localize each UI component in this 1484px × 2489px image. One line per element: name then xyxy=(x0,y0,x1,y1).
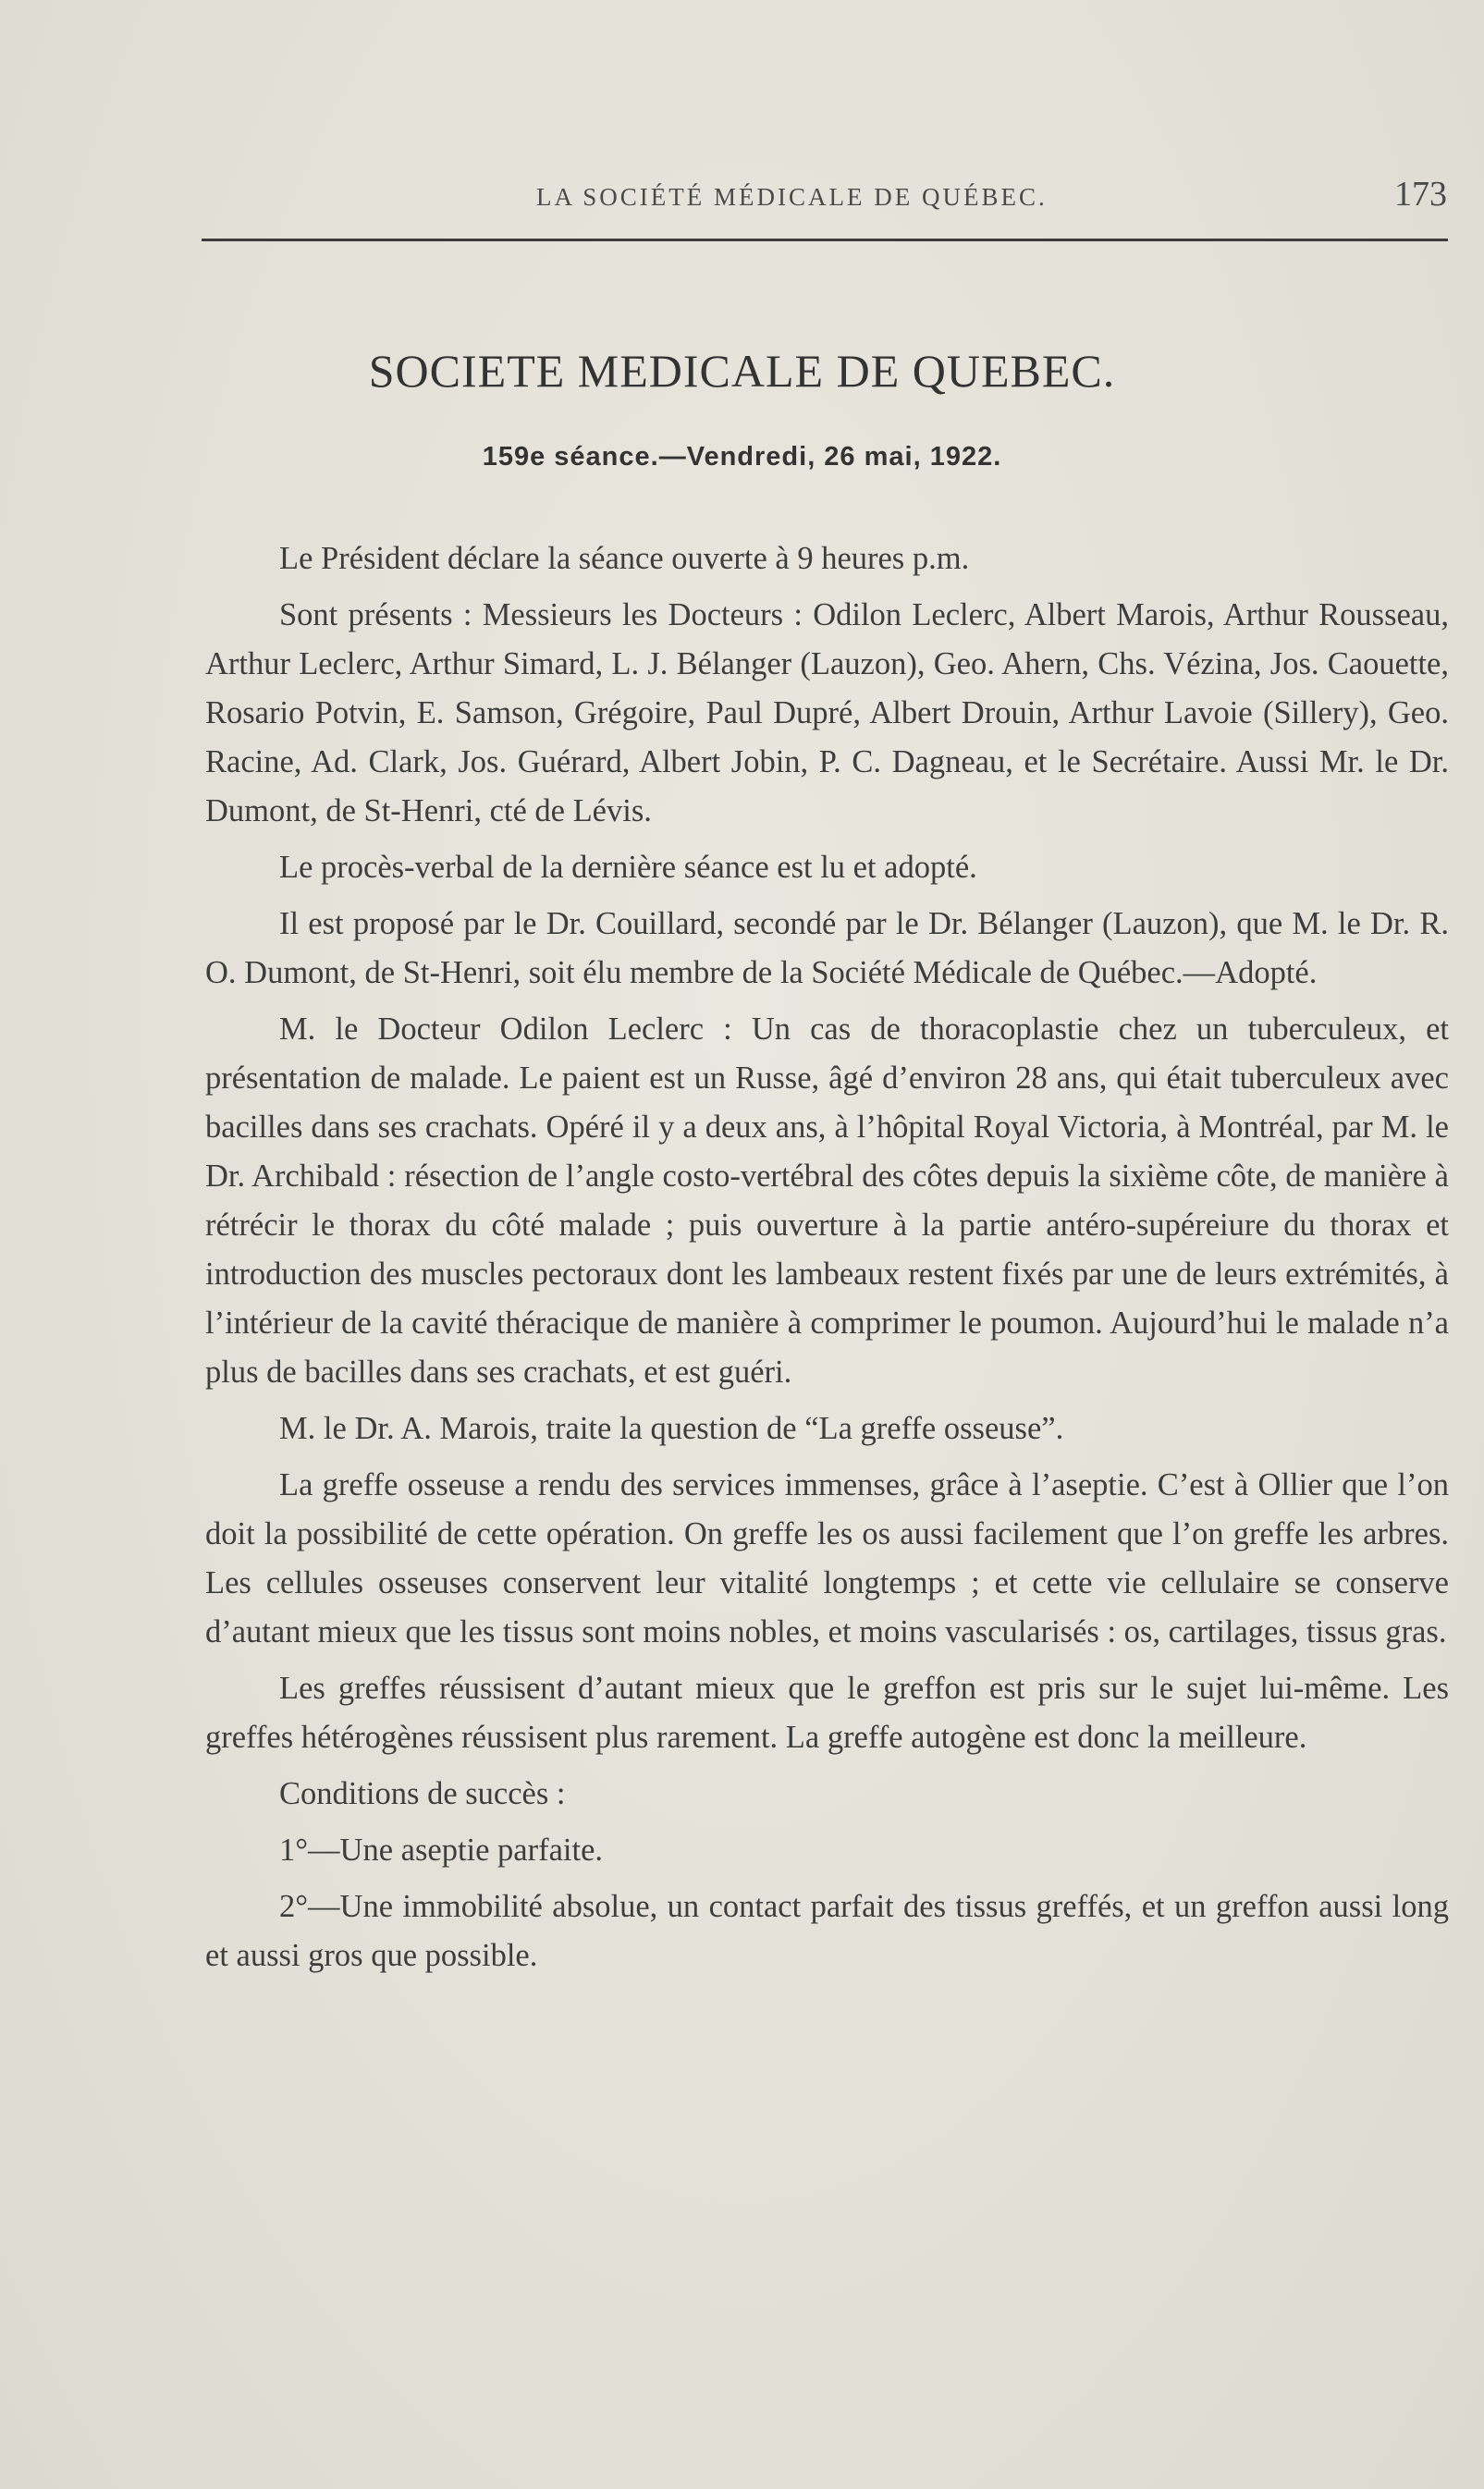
paragraph: 1°—Une aseptie parfaite. xyxy=(279,1833,604,1868)
paragraph: Sont présents : Messieurs les Docteurs : Odilon Leclerc, Albert Marois, Arthur Rousseau, Arthur Leclerc, Arthur Simard, L. J. Bélanger (Lauzon), Geo. Ahern, Chs. Vézina, Jos. Caouette, Rosario Potvin, E. Samson, Grégoire, Paul Dupré, Albert Drouin, Arthur Lavoie (Sillery), Geo. Racine, Ad. Clark, Jos. Guérard, Albert Jobin, P. C. Dagneau, et le Secrétaire. Aussi Mr. le Dr. Dumont, de St-Henri, cté de Lévis. xyxy=(205,597,1449,828)
header-rule xyxy=(202,239,1448,241)
running-title: LA SOCIÉTÉ MÉDICALE DE QUÉBEC. xyxy=(536,183,1048,211)
paragraph: Le procès-verbal de la dernière séance est lu et adopté. xyxy=(279,850,977,885)
paragraph: Il est proposé par le Dr. Couillard, secondé par le Dr. Bélanger (Lauzon), que M. le Dr. R. O. Dumont, de St-Henri, soit élu membre de la Société Médicale de Québec.—Adopté. xyxy=(205,906,1449,990)
article-body xyxy=(205,534,1449,1988)
session-subtitle: 159e séance.—Vendredi, 26 mai, 1922. xyxy=(482,442,1002,472)
paragraph: Le Président déclare la séance ouverte à 9 heures p.m. xyxy=(279,541,970,576)
page-number: 173 xyxy=(1394,175,1447,214)
article-title: SOCIETE MEDICALE DE QUEBEC. xyxy=(368,345,1116,397)
paragraph: M. le Dr. A. Marois, traite la question de “La greffe osseuse”. xyxy=(279,1411,1064,1446)
paragraph: 2°—Une immobilité absolue, un contact parfait des tissus greffés, et un greffon aussi long et aussi gros que possible. xyxy=(205,1889,1449,1973)
paragraph: M. le Docteur Odilon Leclerc : Un cas de thoracoplastie chez un tuberculeux, et présentation de malade. Le paient est un Russe, âgé d’environ 28 ans, qui était tuberculeux avec bacilles dans ses crachats. Opéré il y a deux ans, à l’hôpital Royal Victoria, à Montréal, par M. le Dr. Archibald : résection de l’angle costo-vertébral des côtes depuis la sixième côte, de manière à rétrécir le thorax du côté malade ; puis ouverture à la partie antéro-supéreiure du thorax et introduction des muscles pectoraux dont les lambeaux restent fixés par une de leurs extrémités, à l’intérieur de la cavité théracique de manière à comprimer le poumon. Aujourd’hui le malade n’a plus de bacilles dans ses crachats, et est guéri. xyxy=(205,1012,1449,1390)
paragraph: La greffe osseuse a rendu des services immenses, grâce à l’aseptie. C’est à Ollier que l’on doit la possibilité de cette opération. On greffe les os aussi facilement que l’on greffe les arbres. Les cellules osseuses conservent leur vitalité longtemps ; et cette vie cellulaire se conserve d’autant mieux que les tissus sont moins nobles, et moins vascularisés : os, cartilages, tissus gras. xyxy=(205,1467,1449,1649)
paragraph: Conditions de succès : xyxy=(279,1776,566,1811)
paragraph: Les greffes réussisent d’autant mieux que le greffon est pris sur le sujet lui-même. Les greffes hétérogènes réussisent plus rarement. La greffe autogène est donc la meilleure. xyxy=(205,1671,1449,1755)
running-header xyxy=(0,174,1484,220)
